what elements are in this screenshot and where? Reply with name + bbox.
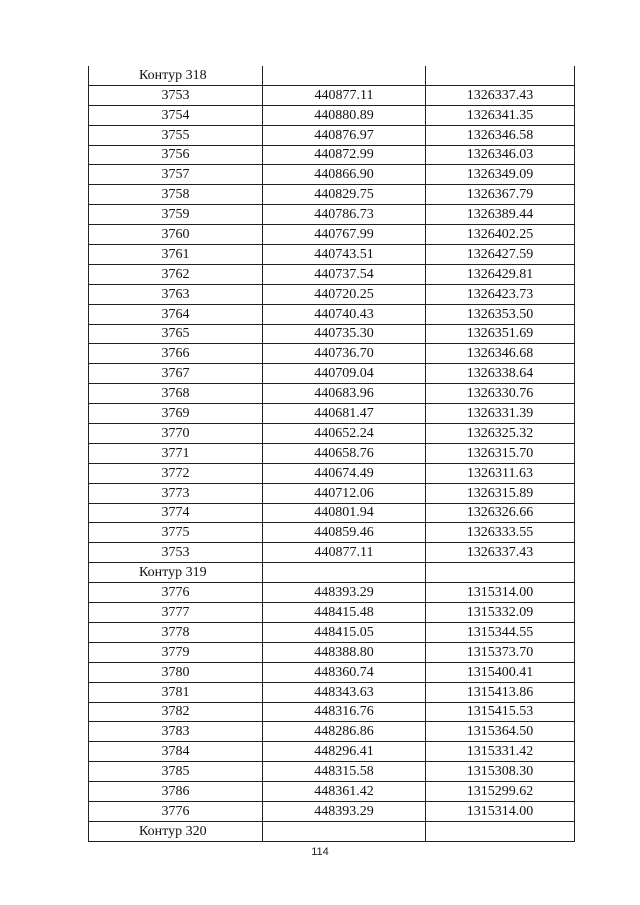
y-coordinate-cell: 1326351.69 <box>426 324 575 344</box>
table-row <box>89 205 575 225</box>
x-coordinate-cell: 440720.25 <box>263 284 426 304</box>
contour-title: Контур 319 <box>89 563 263 583</box>
y-coordinate-cell: 1326346.68 <box>426 344 575 364</box>
table-row <box>89 702 575 722</box>
table-row <box>89 125 575 145</box>
x-coordinate-cell: 440786.73 <box>263 205 426 225</box>
y-coordinate-cell: 1315413.86 <box>426 682 575 702</box>
table-row <box>89 443 575 463</box>
x-coordinate-cell: 440735.30 <box>263 324 426 344</box>
x-coordinate-cell: 440877.11 <box>263 85 426 105</box>
x-coordinate-cell: 448360.74 <box>263 662 426 682</box>
empty-cell <box>263 563 426 583</box>
x-coordinate-cell: 440681.47 <box>263 404 426 424</box>
table-row <box>89 324 575 344</box>
y-coordinate-cell: 1326331.39 <box>426 404 575 424</box>
x-coordinate-cell: 440767.99 <box>263 225 426 245</box>
y-coordinate-cell: 1326353.50 <box>426 304 575 324</box>
point-number-cell: 3756 <box>89 145 263 165</box>
x-coordinate-cell: 440736.70 <box>263 344 426 364</box>
table-row <box>89 245 575 265</box>
coordinates-table-body <box>89 66 575 841</box>
point-number-cell: 3753 <box>89 543 263 563</box>
y-coordinate-cell: 1326346.03 <box>426 145 575 165</box>
empty-cell <box>426 66 575 85</box>
table-row <box>89 463 575 483</box>
page-number: 114 <box>311 846 329 858</box>
contour-header-row <box>89 563 575 583</box>
point-number-cell: 3776 <box>89 583 263 603</box>
y-coordinate-cell: 1315308.30 <box>426 762 575 782</box>
y-coordinate-cell: 1315400.41 <box>426 662 575 682</box>
y-coordinate-cell: 1326330.76 <box>426 384 575 404</box>
y-coordinate-cell: 1315344.55 <box>426 622 575 642</box>
point-number-cell: 3783 <box>89 722 263 742</box>
point-number-cell: 3781 <box>89 682 263 702</box>
y-coordinate-cell: 1326333.55 <box>426 523 575 543</box>
table-row <box>89 583 575 603</box>
x-coordinate-cell: 440674.49 <box>263 463 426 483</box>
x-coordinate-cell: 440872.99 <box>263 145 426 165</box>
x-coordinate-cell: 440683.96 <box>263 384 426 404</box>
y-coordinate-cell: 1326349.09 <box>426 165 575 185</box>
point-number-cell: 3770 <box>89 424 263 444</box>
table-row <box>89 662 575 682</box>
table-row <box>89 404 575 424</box>
coordinates-table <box>88 66 575 842</box>
table-row <box>89 364 575 384</box>
x-coordinate-cell: 440740.43 <box>263 304 426 324</box>
x-coordinate-cell: 440712.06 <box>263 483 426 503</box>
y-coordinate-cell: 1326311.63 <box>426 463 575 483</box>
x-coordinate-cell: 448393.29 <box>263 801 426 821</box>
table-row <box>89 762 575 782</box>
table-row <box>89 483 575 503</box>
point-number-cell: 3760 <box>89 225 263 245</box>
point-number-cell: 3778 <box>89 622 263 642</box>
table-row <box>89 424 575 444</box>
point-number-cell: 3759 <box>89 205 263 225</box>
x-coordinate-cell: 440829.75 <box>263 185 426 205</box>
x-coordinate-cell: 448388.80 <box>263 642 426 662</box>
empty-cell <box>263 821 426 841</box>
x-coordinate-cell: 440801.94 <box>263 503 426 523</box>
x-coordinate-cell: 440866.90 <box>263 165 426 185</box>
y-coordinate-cell: 1315332.09 <box>426 603 575 623</box>
table-row <box>89 782 575 802</box>
empty-cell <box>426 563 575 583</box>
table-row <box>89 642 575 662</box>
table-row <box>89 742 575 762</box>
table-row <box>89 344 575 364</box>
y-coordinate-cell: 1326341.35 <box>426 105 575 125</box>
contour-title: Контур 320 <box>89 821 263 841</box>
y-coordinate-cell: 1315314.00 <box>426 801 575 821</box>
point-number-cell: 3768 <box>89 384 263 404</box>
table-row <box>89 165 575 185</box>
table-row <box>89 105 575 125</box>
y-coordinate-cell: 1326389.44 <box>426 205 575 225</box>
table-row <box>89 503 575 523</box>
table-row <box>89 145 575 165</box>
y-coordinate-cell: 1326423.73 <box>426 284 575 304</box>
empty-cell <box>426 821 575 841</box>
x-coordinate-cell: 440877.11 <box>263 543 426 563</box>
point-number-cell: 3765 <box>89 324 263 344</box>
point-number-cell: 3772 <box>89 463 263 483</box>
table-row <box>89 384 575 404</box>
x-coordinate-cell: 448415.48 <box>263 603 426 623</box>
x-coordinate-cell: 440880.89 <box>263 105 426 125</box>
point-number-cell: 3775 <box>89 523 263 543</box>
point-number-cell: 3785 <box>89 762 263 782</box>
table-row <box>89 722 575 742</box>
x-coordinate-cell: 440652.24 <box>263 424 426 444</box>
x-coordinate-cell: 448315.58 <box>263 762 426 782</box>
point-number-cell: 3784 <box>89 742 263 762</box>
point-number-cell: 3755 <box>89 125 263 145</box>
point-number-cell: 3774 <box>89 503 263 523</box>
point-number-cell: 3757 <box>89 165 263 185</box>
y-coordinate-cell: 1326346.58 <box>426 125 575 145</box>
y-coordinate-cell: 1326338.64 <box>426 364 575 384</box>
y-coordinate-cell: 1326315.70 <box>426 443 575 463</box>
table-row <box>89 523 575 543</box>
x-coordinate-cell: 448361.42 <box>263 782 426 802</box>
table-row <box>89 85 575 105</box>
x-coordinate-cell: 448415.05 <box>263 622 426 642</box>
x-coordinate-cell: 440709.04 <box>263 364 426 384</box>
y-coordinate-cell: 1326367.79 <box>426 185 575 205</box>
x-coordinate-cell: 448286.86 <box>263 722 426 742</box>
table-row <box>89 304 575 324</box>
y-coordinate-cell: 1326427.59 <box>426 245 575 265</box>
empty-cell <box>263 66 426 85</box>
x-coordinate-cell: 448296.41 <box>263 742 426 762</box>
y-coordinate-cell: 1326402.25 <box>426 225 575 245</box>
x-coordinate-cell: 448393.29 <box>263 583 426 603</box>
point-number-cell: 3766 <box>89 344 263 364</box>
point-number-cell: 3773 <box>89 483 263 503</box>
y-coordinate-cell: 1326337.43 <box>426 543 575 563</box>
x-coordinate-cell: 440859.46 <box>263 523 426 543</box>
point-number-cell: 3762 <box>89 264 263 284</box>
table-row <box>89 284 575 304</box>
table-row <box>89 185 575 205</box>
y-coordinate-cell: 1326326.66 <box>426 503 575 523</box>
point-number-cell: 3761 <box>89 245 263 265</box>
point-number-cell: 3779 <box>89 642 263 662</box>
contour-header-row <box>89 821 575 841</box>
point-number-cell: 3769 <box>89 404 263 424</box>
y-coordinate-cell: 1326429.81 <box>426 264 575 284</box>
table-row <box>89 603 575 623</box>
y-coordinate-cell: 1315373.70 <box>426 642 575 662</box>
y-coordinate-cell: 1315314.00 <box>426 583 575 603</box>
y-coordinate-cell: 1326325.32 <box>426 424 575 444</box>
contour-header-row <box>89 66 575 85</box>
table-row <box>89 682 575 702</box>
point-number-cell: 3764 <box>89 304 263 324</box>
point-number-cell: 3767 <box>89 364 263 384</box>
x-coordinate-cell: 440737.54 <box>263 264 426 284</box>
point-number-cell: 3776 <box>89 801 263 821</box>
x-coordinate-cell: 440876.97 <box>263 125 426 145</box>
table-row <box>89 543 575 563</box>
point-number-cell: 3780 <box>89 662 263 682</box>
contour-title: Контур 318 <box>89 66 263 85</box>
point-number-cell: 3753 <box>89 85 263 105</box>
point-number-cell: 3777 <box>89 603 263 623</box>
table-row <box>89 264 575 284</box>
x-coordinate-cell: 440658.76 <box>263 443 426 463</box>
point-number-cell: 3758 <box>89 185 263 205</box>
table-row <box>89 801 575 821</box>
point-number-cell: 3763 <box>89 284 263 304</box>
y-coordinate-cell: 1326337.43 <box>426 85 575 105</box>
point-number-cell: 3754 <box>89 105 263 125</box>
y-coordinate-cell: 1326315.89 <box>426 483 575 503</box>
x-coordinate-cell: 448343.63 <box>263 682 426 702</box>
x-coordinate-cell: 448316.76 <box>263 702 426 722</box>
y-coordinate-cell: 1315364.50 <box>426 722 575 742</box>
point-number-cell: 3786 <box>89 782 263 802</box>
table-row <box>89 225 575 245</box>
table-row <box>89 622 575 642</box>
point-number-cell: 3771 <box>89 443 263 463</box>
x-coordinate-cell: 440743.51 <box>263 245 426 265</box>
point-number-cell: 3782 <box>89 702 263 722</box>
y-coordinate-cell: 1315331.42 <box>426 742 575 762</box>
y-coordinate-cell: 1315299.62 <box>426 782 575 802</box>
y-coordinate-cell: 1315415.53 <box>426 702 575 722</box>
